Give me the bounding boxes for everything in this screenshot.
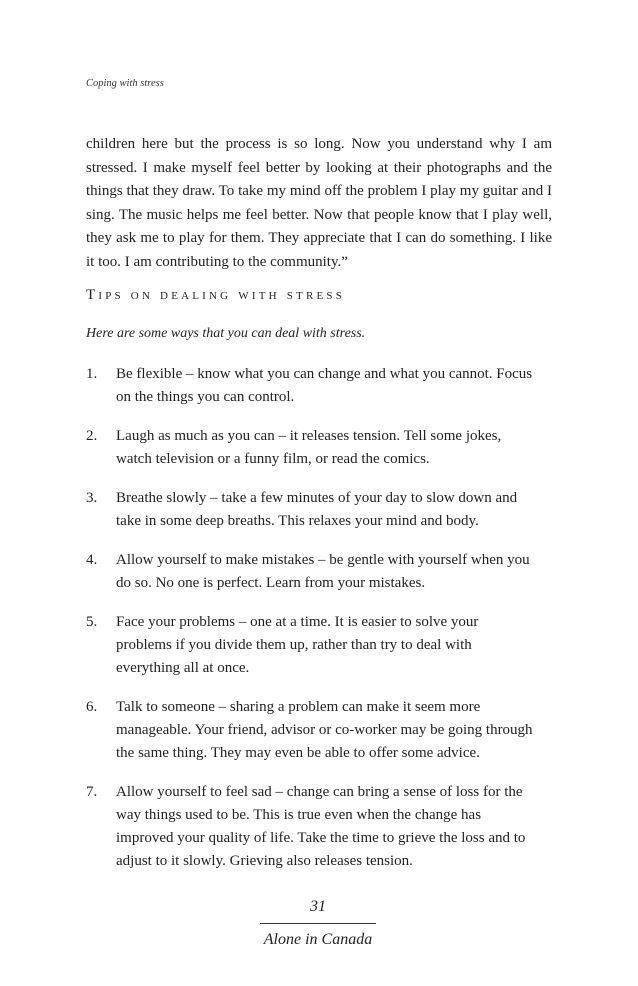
tip-text: Talk to someone – sharing a problem can make it seem more manageable. Your friend, advisor or co-worker may be going through the same thing. They may even be able to offer some advice. <box>116 699 533 761</box>
tip-text: Face your problems – one at a time. It is easier to solve your problems if you divide them up, rather than try to deal with everything all at once. <box>116 614 479 676</box>
tip-text: Breathe slowly – take a few minutes of your day to slow down and take in some deep breaths. This relaxes your mind and body. <box>116 490 518 529</box>
tip-number: 6. <box>86 699 98 715</box>
tip-number: 2. <box>86 428 98 444</box>
tip-item <box>86 487 556 533</box>
section-intro: Here are some ways that you can deal with stress. <box>86 326 366 341</box>
tip-number: 5. <box>86 614 98 630</box>
tip-text: Laugh as much as you can – it releases tension. Tell some jokes, watch television or a funny film, or read the comics. <box>116 428 502 467</box>
tip-number: 1. <box>86 366 98 382</box>
tip-item <box>86 781 556 873</box>
page-footer <box>260 897 376 950</box>
tip-item <box>86 549 556 595</box>
tip-number: 7. <box>86 784 98 800</box>
body-paragraph: children here but the process is so long. Now you understand why I am stressed. I make myself feel better by looking at their photographs and the things that they draw. To take my mind off the problem I play my guitar and I sing. The music helps me feel better. Now that people know that I play well, they ask me to play for them. They appreciate that I can do something. I like it too. I am contributing to the community.” <box>86 136 552 270</box>
tip-text: Allow yourself to make mistakes – be gentle with yourself when you do so. No one is perfect. Learn from your mistakes. <box>116 552 530 591</box>
tip-item <box>86 696 556 765</box>
tip-item <box>86 363 556 409</box>
tip-item <box>86 425 556 471</box>
page-number: 31 <box>310 898 326 915</box>
section-heading: Tips on dealing with stress <box>86 287 346 303</box>
tip-number: 4. <box>86 552 98 568</box>
tip-item <box>86 611 556 680</box>
tip-text: Allow yourself to feel sad – change can bring a sense of loss for the way things used to be. This is true even when the change has improved your quality of life. Take the time to grieve the loss and to adjust to it slowly. Grieving also releases tension. <box>116 784 526 869</box>
tip-number: 3. <box>86 490 98 506</box>
footer-rule <box>260 923 376 924</box>
running-head: Coping with stress <box>86 78 164 89</box>
tips-list <box>86 363 556 889</box>
tip-text: Be flexible – know what you can change and what you cannot. Focus on the things you can control. <box>116 366 533 405</box>
book-title: Alone in Canada <box>263 931 373 948</box>
